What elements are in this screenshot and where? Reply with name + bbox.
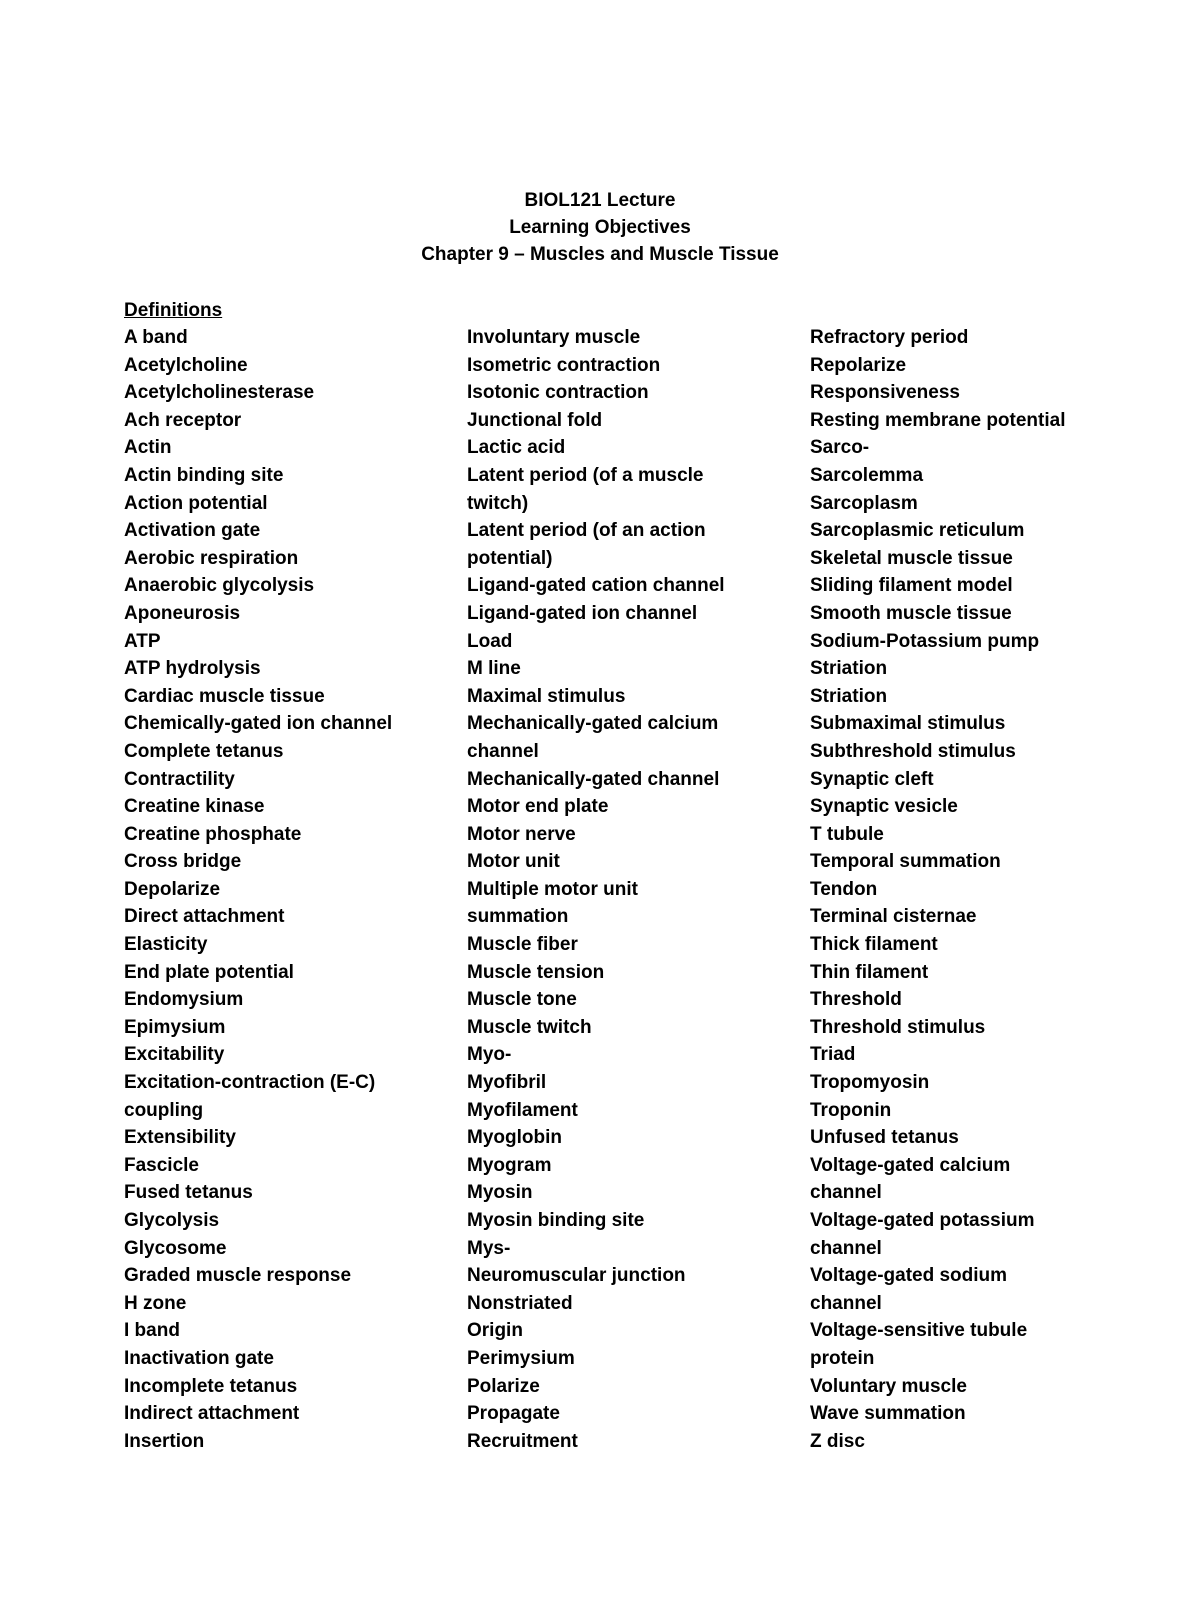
definition-term: Creatine phosphate [124, 823, 302, 845]
definition-term: Myoglobin [467, 1127, 562, 1149]
definition-term: Sarco- [810, 437, 870, 459]
definition-term: summation [467, 906, 569, 928]
definition-term: Contractility [124, 768, 235, 790]
definition-term: Temporal summation [810, 851, 1001, 873]
definition-term: Terminal cisternae [810, 906, 977, 928]
definition-term: Z disc [810, 1430, 865, 1452]
definition-term: Skeletal muscle tissue [810, 547, 1013, 569]
definition-term: Thin filament [810, 961, 929, 983]
definition-term: Refractory period [810, 327, 969, 348]
definition-term: H zone [124, 1292, 187, 1314]
definition-term: Multiple motor unit [467, 878, 638, 900]
definition-term: Propagate [467, 1403, 560, 1425]
definition-term: Load [467, 630, 513, 652]
definition-term: Repolarize [810, 354, 907, 376]
definition-term: End plate potential [124, 961, 294, 983]
definition-term: Epimysium [124, 1016, 226, 1038]
definition-term: Nonstriated [467, 1292, 573, 1314]
definition-term: Sarcoplasm [810, 492, 918, 514]
definition-term: Threshold stimulus [810, 1016, 986, 1038]
definition-term: Myo- [467, 1044, 512, 1066]
definition-term: Recruitment [467, 1430, 578, 1452]
definition-term: Ach receptor [124, 409, 242, 431]
definition-term: Activation gate [124, 520, 261, 542]
definition-term: Graded muscle response [124, 1265, 352, 1287]
definition-term: Origin [467, 1320, 523, 1342]
definition-term: Action potential [124, 492, 268, 514]
definition-term: Tendon [810, 878, 878, 900]
definition-term: M line [467, 658, 521, 680]
definition-term: Direct attachment [124, 906, 285, 928]
definition-term: Thick filament [810, 934, 938, 956]
definition-term: Subthreshold stimulus [810, 740, 1016, 762]
definition-term: Motor unit [467, 851, 560, 873]
definition-term: Responsiveness [810, 382, 960, 404]
chapter-title: Chapter 9 – Muscles and Muscle Tissue [421, 244, 779, 265]
definition-term: Cardiac muscle tissue [124, 685, 325, 707]
definition-term: Acetylcholine [124, 354, 248, 376]
definition-term: channel [810, 1237, 882, 1259]
definition-term: Smooth muscle tissue [810, 602, 1012, 624]
definition-term: Mechanically-gated calcium [467, 713, 719, 735]
definition-term: channel [467, 740, 539, 762]
definition-term: Ligand-gated cation channel [467, 575, 725, 597]
definition-term: Cross bridge [124, 851, 242, 873]
definition-term: Striation [810, 685, 888, 707]
definition-term: Isometric contraction [467, 354, 661, 376]
definition-term: Inactivation gate [124, 1347, 274, 1369]
definition-term: Junctional fold [467, 409, 603, 431]
definition-term: Perimysium [467, 1347, 575, 1369]
definition-term: Muscle fiber [467, 934, 578, 956]
definition-term: Sarcoplasmic reticulum [810, 520, 1025, 542]
definition-term: channel [810, 1182, 882, 1204]
definition-term: Myosin [467, 1182, 533, 1204]
definition-term: protein [810, 1347, 875, 1369]
definition-term: Maximal stimulus [467, 685, 626, 707]
definition-term: ATP hydrolysis [124, 658, 261, 680]
definitions-column-2 [467, 324, 725, 1455]
definition-term: Glycolysis [124, 1210, 220, 1231]
definition-term: potential) [467, 547, 553, 569]
definition-term: Muscle tone [467, 989, 577, 1011]
definition-term: Wave summation [810, 1403, 966, 1425]
definition-term: Polarize [467, 1375, 540, 1397]
section-heading-definitions: Definitions [124, 300, 223, 321]
definition-term: Endomysium [124, 989, 244, 1011]
definition-term: Incomplete tetanus [124, 1375, 298, 1397]
definition-term: Mechanically-gated channel [467, 768, 720, 790]
definition-term: Ligand-gated ion channel [467, 602, 698, 624]
definition-term: Acetylcholinesterase [124, 382, 315, 404]
document-subtitle: Learning Objectives [509, 217, 691, 238]
definition-term: Muscle twitch [467, 1016, 592, 1038]
definition-term: Aerobic respiration [124, 547, 299, 569]
definition-term: Synaptic vesicle [810, 796, 958, 818]
definition-term: Sodium-Potassium pump [810, 630, 1040, 652]
definition-term: Creatine kinase [124, 796, 265, 818]
definition-term: Fused tetanus [124, 1182, 253, 1204]
definition-term: Tropomyosin [810, 1072, 930, 1094]
definition-term: Sliding filament model [810, 575, 1013, 597]
definition-term: Depolarize [124, 878, 221, 900]
definitions-column-1 [124, 324, 392, 1455]
definition-term: Insertion [124, 1430, 205, 1452]
definition-term: Excitation-contraction (E-C) [124, 1072, 376, 1094]
definition-term: Excitability [124, 1044, 225, 1066]
definition-term: Extensibility [124, 1127, 236, 1149]
definition-term: Troponin [810, 1099, 892, 1121]
definition-term: Latent period (of an action [467, 520, 706, 542]
definition-term: Motor nerve [467, 823, 576, 845]
definition-term: Voltage-gated sodium [810, 1265, 1008, 1287]
definition-term: Fascicle [124, 1154, 199, 1176]
definition-term: Glycosome [124, 1237, 227, 1259]
definition-term: Involuntary muscle [467, 327, 641, 348]
definition-term: Sarcolemma [810, 464, 924, 486]
definition-term: Triad [810, 1044, 856, 1066]
definition-term: Synaptic cleft [810, 768, 934, 790]
definition-term: Myofilament [467, 1099, 578, 1121]
definition-term: Chemically-gated ion channel [124, 713, 393, 735]
definition-term: Complete tetanus [124, 740, 284, 762]
definition-term: Voltage-gated potassium [810, 1210, 1035, 1231]
definition-term: Actin binding site [124, 464, 284, 486]
definition-term: Anaerobic glycolysis [124, 575, 315, 597]
definition-term: channel [810, 1292, 882, 1314]
definition-term: twitch) [467, 492, 529, 514]
definition-term: Muscle tension [467, 961, 605, 983]
definition-term: T tubule [810, 823, 884, 845]
definition-term: Neuromuscular junction [467, 1265, 686, 1287]
definition-term: Isotonic contraction [467, 382, 649, 404]
definition-term: Latent period (of a muscle [467, 464, 704, 486]
definition-term: coupling [124, 1099, 204, 1121]
document-header [0, 187, 1200, 268]
definition-term: Aponeurosis [124, 602, 241, 624]
definition-term: Elasticity [124, 934, 208, 956]
definition-term: Voluntary muscle [810, 1375, 967, 1397]
definition-term: Submaximal stimulus [810, 713, 1006, 735]
definition-term: I band [124, 1320, 180, 1342]
definition-term: Threshold [810, 989, 902, 1011]
definition-term: Mys- [467, 1237, 511, 1259]
definition-term: ATP [124, 630, 161, 652]
definition-term: Voltage-sensitive tubule [810, 1320, 1028, 1342]
definitions-column-3 [810, 324, 1066, 1455]
definition-term: Lactic acid [467, 437, 566, 459]
definition-term: Indirect attachment [124, 1403, 300, 1425]
definition-term: Striation [810, 658, 888, 680]
definition-term: Myosin binding site [467, 1210, 645, 1231]
definition-term: Myofibril [467, 1072, 547, 1094]
definition-term: Myogram [467, 1154, 552, 1176]
course-title: BIOL121 Lecture [524, 190, 676, 211]
definition-term: Motor end plate [467, 796, 609, 818]
definition-term: A band [124, 327, 188, 348]
definition-term: Unfused tetanus [810, 1127, 959, 1149]
definition-term: Voltage-gated calcium [810, 1154, 1011, 1176]
definition-term: Resting membrane potential [810, 409, 1066, 431]
definition-term: Actin [124, 437, 172, 459]
